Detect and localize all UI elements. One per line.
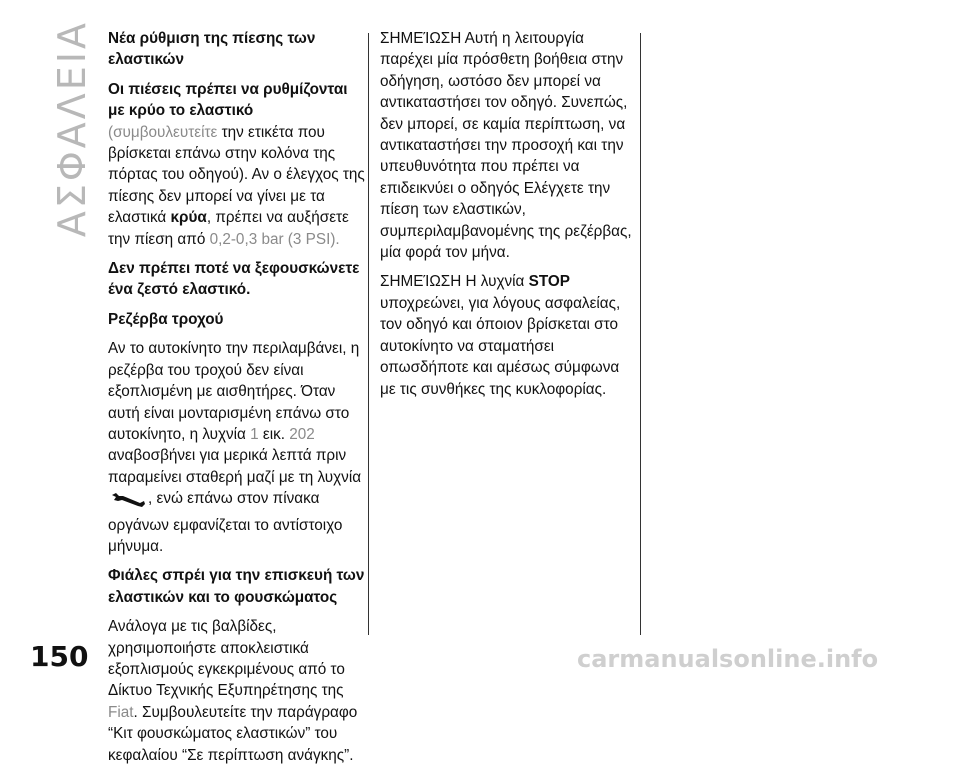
heading-repair-spray: Φιάλες σπρέι για την επισκευή των ελαστικών και το φουσκώματος: [108, 567, 365, 606]
cold-bold: κρύα: [170, 209, 207, 227]
figure-reference: 202: [289, 425, 315, 443]
reference-text: (συμβουλευτείτε: [108, 123, 218, 141]
pressure-value: 0,2-0,3 bar (3 PSI).: [209, 230, 340, 248]
wrench-icon: [110, 492, 146, 514]
warning-hot-tire: Δεν πρέπει ποτέ να ξεφουσκώνετε ένα ζεστό ελαστικό.: [108, 260, 360, 299]
note-text: ΣΗΜΕΊΩΣΗ Η λυχνία: [380, 273, 529, 291]
column-divider: [368, 33, 369, 635]
paragraph-text: Αν το αυτοκίνητο την περιλαμβάνει, η ρεζέρβα του τροχού δεν είναι εξοπλισμένη με αισθητήρες. Όταν αυτή είναι μονταρισμένη επάνω στο αυτοκίνητο, η λυχνία: [108, 340, 360, 443]
paragraph-spare-wheel: [108, 338, 366, 557]
paragraph-text: Ανάλογα με τις βαλβίδες, χρησιμοποιήστε αποκλειστικά εξοπλισμούς εγκεκριμένους από το Δίκτυο Τεχνικής Εξυπηρέτησης της: [108, 618, 345, 700]
note-stop-lamp: [380, 271, 638, 399]
indicator-number: 1: [250, 425, 259, 443]
section-tab: ΑΣΦΑΛΕΙΑ: [50, 20, 94, 238]
paragraph-repair-spray: [108, 616, 366, 766]
paragraph-text: εικ.: [258, 425, 290, 443]
paragraph-text: . Συμβουλευτείτε την παράγραφο “Κιτ φουσκώματος ελαστικών” του κεφαλαίου “Σε περίπτωση ανάγκης”.: [108, 703, 358, 764]
watermark: carmanualsonline.info: [577, 645, 879, 673]
stop-bold: STOP: [528, 273, 570, 291]
heading-spare-wheel: Ρεζέρβα τροχού: [108, 310, 224, 328]
column-divider-right: [640, 33, 641, 635]
cold-tire-bold: Οι πιέσεις πρέπει να ρυθμίζονται με κρύο το ελαστικό: [108, 80, 348, 120]
paragraph-text: , ενώ επάνω στον πίνακα οργάνων εμφανίζεται το αντίστοιχο μήνυμα.: [108, 490, 343, 555]
right-column: [380, 28, 638, 408]
page-number: 150: [30, 640, 89, 673]
paragraph-cold-tire: [108, 79, 366, 250]
paragraph-text: , πρέπει να αυξήσετε την πίεση από: [108, 209, 349, 248]
note-assistance: ΣΗΜΕΊΩΣΗ Αυτή η λειτουργία παρέχει μία πρόσθετη βοήθεια στην οδήγηση, ωστόσο δεν μπορεί να αντικαταστήσει τον οδηγό. Συνεπώς, δεν μπορεί, σε καμία περίπτωση, να αντικαταστήσει την προσοχή και την υπευθυνότητα που πρέπει να επιδεικνύει ο οδηγός Ελέγχετε την πίεση των ελαστικών, συμπεριλαμβανομένης της ρεζέρβας, μία φορά τον μήνα.: [380, 30, 632, 262]
heading-tire-pressure-reset: Νέα ρύθμιση της πίεσης των ελαστικών: [108, 30, 316, 69]
paragraph-text: την ετικέτα που βρίσκεται επάνω στην κολόνα της πόρτας του οδηγού). Αν ο έλεγχος της πίεσης δεν μπορεί να γίνει με τα ελαστικά: [108, 123, 365, 227]
paragraph-text: αναβοσβήνει για μερικά λεπτά πριν παραμείνει σταθερή μαζί με τη λυχνία: [108, 447, 362, 486]
note-text: υποχρεώνει, για λόγους ασφαλείας, τον οδηγό και όποιον βρίσκεται στο αυτοκίνητο να σταματήσει οπωσδήποτε και αμέσως σύμφωνα με τις συνθήκες της κυκλοφορίας.: [380, 294, 621, 398]
left-column: [108, 28, 366, 774]
brand-name: Fiat: [108, 703, 134, 721]
